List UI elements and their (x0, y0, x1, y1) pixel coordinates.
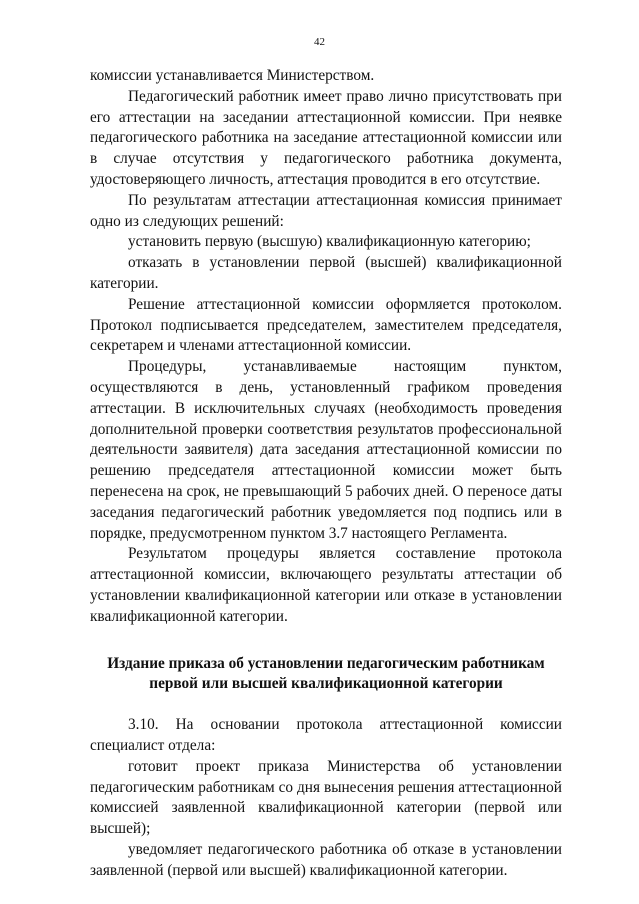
paragraph: комиссии устанавливается Министерством. (90, 67, 375, 84)
section-heading-line: первой или высшей квалификационной категории (149, 675, 503, 693)
page-number: 42 (314, 36, 325, 48)
paragraph: По результатам аттестации аттестационная комиссия принимает одно из следующих решений: (90, 191, 562, 230)
paragraph: Решение аттестационной комиссии оформляется протоколом. Протокол подписывается председателем, заместителем председателя, секретарем и членами аттестационной комиссии. (90, 295, 562, 355)
paragraph: отказать в установлении первой (высшей) квалификационной категории. (90, 254, 562, 292)
section-heading (90, 654, 562, 696)
paragraph: установить первую (высшую) квалификационную категорию; (128, 233, 531, 251)
section-heading-line: Издание приказа об установлении педагогическим работникам (107, 654, 545, 672)
paragraph: Процедуры, устанавливаемые настоящим пунктом, осуществляются в день, установленный графиком проведения аттестации. В исключительных случаях (необходимость проведения дополнительной проверки соответствия результатов профессиональной деятельности заявителя) дата заседания аттестационной комиссии по решению председателя аттестационной комиссии может быть перенесена на срок, не превышающий 5 рабочих дней. О переносе даты заседания педагогический работник уведомляется под подпись или в порядке, предусмотренном пунктом 3.7 настоящего Регламента. (90, 358, 562, 542)
paragraph: Педагогический работник имеет право лично присутствовать при его аттестации на заседании аттестационной комиссии. При неявке педагогического работника на заседание аттестационной комиссии или в случае отсутствия у педагогического работника документа, удостоверяющего личность, аттестация проводится в его отсутствие. (90, 87, 562, 188)
document-body (90, 66, 562, 881)
paragraph: готовит проект приказа Министерства об установлении педагогическим работникам со дня вынесения решения аттестационной комиссией заявленной квалификационной категории (первой или высшей); (90, 757, 562, 838)
paragraph: Результатом процедуры является составление протокола аттестационной комиссии, включающего результаты аттестации об установлении квалификационной категории или отказе в установлении квалификационной категории. (90, 545, 562, 625)
paragraph: 3.10. На основании протокола аттестационной комиссии специалист отдела: (90, 716, 562, 754)
paragraph: уведомляет педагогического работника об отказе в установлении заявленной (первой или высшей) квалификационной категории. (90, 840, 562, 879)
